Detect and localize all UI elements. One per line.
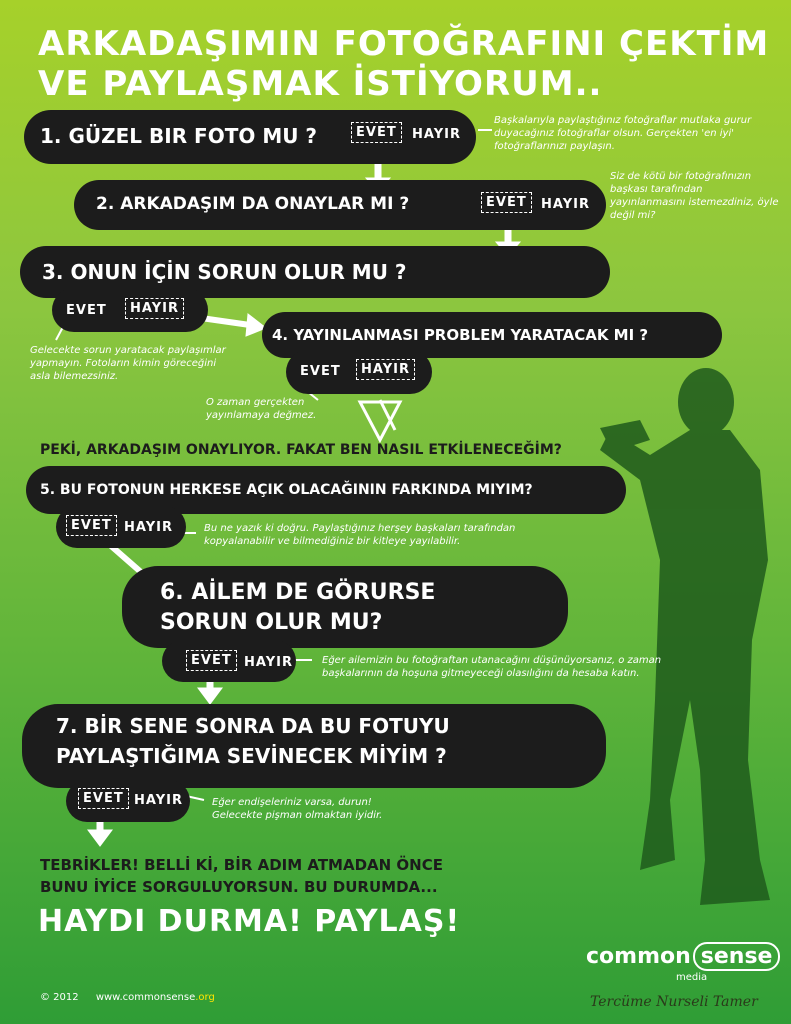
q7-no-button[interactable]: HAYIR (134, 793, 183, 808)
q1-no-button[interactable]: HAYIR (412, 127, 461, 142)
q4-no-button[interactable]: HAYIR (356, 359, 415, 380)
q4-yes-button[interactable]: EVET (300, 364, 341, 379)
q2-yes-button[interactable]: EVET (481, 192, 532, 213)
website-suffix: .org (195, 992, 215, 1003)
note-1: Başkalarıyla paylaştığınız fotoğraflar mutlaka gurur duyacağınız fotoğraflar olsun. Gerçekten 'en iyi' fotoğraflarınızı paylaşın. (494, 115, 752, 152)
website-link[interactable] (96, 992, 215, 1003)
closing-line1: TEBRİKLER! BELLİ Kİ, BİR ADIM ATMADAN ÖNCE (40, 856, 443, 874)
question-6-bubble (122, 566, 568, 648)
question-6-line2: SORUN OLUR MU? (160, 610, 383, 635)
closing-line2: BUNU İYİCE SORGULUYORSUN. BU DURUMDA... (40, 878, 438, 896)
q7-yes-button[interactable]: EVET (78, 788, 129, 809)
question-4: 4. YAYINLANMASI PROBLEM YARATACAK MI ? (272, 326, 649, 344)
q1-yes-button[interactable]: EVET (351, 122, 402, 143)
q6-yes-button[interactable]: EVET (186, 650, 237, 671)
header-line1: ARKADAŞIMIN FOTOĞRAFINI ÇEKTİM (38, 24, 770, 64)
translator-credit: Tercüme Nurseli Tamer (590, 994, 758, 1010)
closing-cta: HAYDI DURMA! PAYLAŞ! (38, 904, 461, 939)
question-2: 2. ARKADAŞIM DA ONAYLAR MI ? (96, 194, 410, 214)
q6-no-button[interactable]: HAYIR (244, 655, 293, 670)
note-6: Eğer ailemizin bu fotoğraftan utanacağını düşünüyorsanız, o zaman başkalarının da hoşuna gitmeyeceği olasılığını da hesaba katın. (322, 655, 662, 679)
website-prefix: www.commonsense (95, 992, 196, 1003)
note-2: Siz de kötü bir fotoğrafınızın başkası tarafından yayınlanmasını istemezdiniz, öyle değil mi? (610, 171, 779, 221)
question-3: 3. ONUN İÇİN SORUN OLUR MU ? (42, 260, 407, 284)
question-1: 1. GÜZEL BIR FOTO MU ? (40, 124, 318, 148)
brand-sub: media (676, 972, 708, 983)
note-5: Bu ne yazık ki doğru. Paylaştığınız herşey başkaları tarafından kopyalanabilir ve bilmediğiniz bir kitleye yayılabilir. (204, 523, 516, 547)
question-5: 5. BU FOTONUN HERKESE AÇIK OLACAĞININ FARKINDA MIYIM? (40, 482, 533, 498)
note-4: O zaman gerçekten yayınlamaya değmez. (206, 397, 317, 421)
q5-no-button[interactable]: HAYIR (124, 520, 173, 535)
note-7: Eğer endişeleriniz varsa, durun! Gelecekte pişman olmaktan iyidir. (212, 797, 383, 821)
brand-common: common (586, 944, 691, 969)
question-7-line1: 7. BİR SENE SONRA DA BU FOTUYU (56, 714, 450, 738)
q2-no-button[interactable]: HAYIR (541, 197, 590, 212)
question-6-line1: 6. AİLEM DE GÖRURSE (160, 580, 436, 605)
q3-no-button[interactable]: HAYIR (125, 298, 184, 319)
q5-yes-button[interactable]: EVET (66, 515, 117, 536)
midline-text: PEKİ, ARKADAŞIM ONAYLIYOR. FAKAT BEN NASIL ETKİLENECEĞİM? (40, 442, 562, 458)
brand-sense: sense (693, 942, 781, 971)
footer-copyright (40, 992, 215, 1003)
note-3: Gelecekte sorun yaratacak paylaşımlar yapmayın. Fotoların kimin göreceğini asla bilemezsiniz. (30, 345, 226, 382)
brand-logo (586, 944, 780, 969)
q3-yes-button[interactable]: EVET (66, 303, 107, 318)
header-line2: VE PAYLAŞMAK İSTİYORUM.. (38, 64, 603, 104)
person-silhouette (600, 368, 770, 905)
copyright-text: © 2012 (40, 992, 79, 1003)
question-7-line2: PAYLAŞTIĞIMA SEVİNECEK MİYİM ? (56, 744, 447, 768)
